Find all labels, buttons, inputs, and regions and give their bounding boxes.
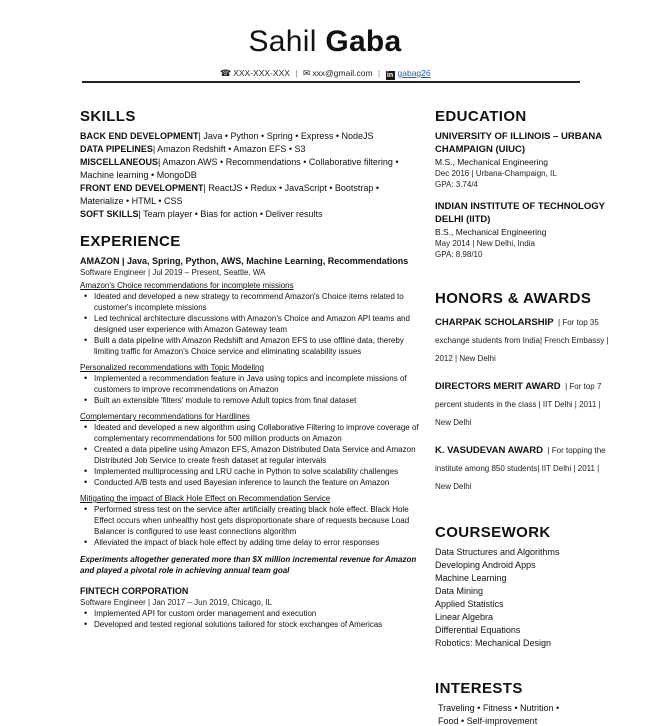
skills-heading: SKILLS — [80, 108, 136, 125]
degree: B.S., Mechanical Engineering — [435, 227, 547, 237]
bullet-item: • Alleviated the impact of black hole effect by adding time delay to error responses — [80, 537, 420, 548]
bullet-item: • Led technical architecture discussions with Amazon's Choice and Amazon API teams and designed user experience with Amazon Gateway team — [80, 313, 420, 335]
email-address: xxx@gmail.com — [312, 68, 373, 78]
skill-row — [80, 130, 420, 143]
project-bullets — [80, 291, 420, 357]
course-item: Developing Android Apps — [435, 560, 536, 570]
skill-text: | Team player • Bias for action • Deliver results — [138, 209, 323, 219]
skill-label: SOFT SKILLS — [80, 209, 139, 219]
skill-label: DATA PIPELINES — [80, 144, 153, 154]
coursework-heading: COURSEWORK — [435, 524, 551, 541]
project-bullets — [80, 422, 420, 488]
award-name: CHARPAK SCHOLARSHIP — [435, 317, 554, 328]
phone-icon: ☎ — [220, 68, 232, 78]
resume-header — [0, 24, 650, 60]
bullet-item: • Created a data pipeline using Amazon EFS, Amazon Distributed Data Service and Amazon Distributed Job Service to create fresh dataset at regular intervals — [80, 444, 420, 466]
linkedin-link[interactable]: gabag26 — [397, 68, 431, 78]
course-list — [435, 546, 615, 650]
course-item: Data Mining — [435, 586, 484, 596]
bullet-item: • Implemented multiprocessing and LRU cache in Python to solve scalability challenges — [80, 466, 420, 477]
course-item: Data Structures and Algorithms — [435, 547, 560, 557]
project-title: Complementary recommendations for Hardlines — [80, 412, 250, 421]
header-divider — [82, 81, 580, 83]
skill-row — [80, 208, 420, 221]
course-item: Applied Statistics — [435, 599, 504, 609]
course-item: Machine Learning — [435, 573, 507, 583]
bullet-item: • Built a data pipeline with Amazon Redshift and Amazon EFS to use offline data, thereby limiting traffic for Amazon's Choice service and eliminating scalability issues — [80, 335, 420, 357]
school-dates: May 2014 | New Delhi, India — [435, 239, 535, 248]
skill-label: FRONT END DEVELOPMENT — [80, 183, 204, 193]
linkedin-icon: in — [386, 72, 394, 79]
interests-heading: INTERESTS — [435, 680, 523, 697]
bullet-item: • Implemented a recommendation feature in Java using topics and incomplete missions of customers to improve recommendations on Amazon — [80, 373, 420, 395]
project-bullets — [80, 373, 420, 406]
honors-heading: HONORS & AWARDS — [435, 290, 592, 307]
award-entry — [435, 440, 615, 494]
project-bullets — [80, 504, 420, 548]
bullet-item: • Developed and tested regional solutions tailored for stock exchanges of Americas — [80, 619, 420, 630]
award-entry — [435, 376, 615, 430]
phone-number: XXX-XXX-XXX — [233, 68, 290, 78]
impact-statement: Experiments altogether generated more than $X million incremental revenue for Amazon and played a pivotal role in achieving annual team goal — [80, 555, 417, 575]
skill-row — [80, 143, 420, 156]
skill-label: MISCELLANEOUS — [80, 157, 159, 167]
job-header-amazon: AMAZON | Java, Spring, Python, AWS, Machine Learning, Recommendations — [80, 256, 409, 266]
separator: | — [377, 68, 381, 78]
right-column — [435, 108, 615, 726]
last-name: Gaba — [325, 25, 402, 58]
job-subtitle-fintech: Software Engineer | Jan 2017 – Jun 2019, Chicago, IL — [80, 598, 272, 607]
skill-text: | ReactJS • Redux • JavaScript • Bootstrap • Materialize • HTML • CSS — [80, 183, 380, 206]
education-heading: EDUCATION — [435, 108, 527, 125]
bullet-item: • Implemented API for custom order management and execution — [80, 608, 420, 619]
email-icon: ✉ — [302, 68, 311, 78]
job-header-fintech: FINTECH CORPORATION — [80, 586, 189, 596]
gpa: GPA: 8.98/10 — [435, 250, 483, 259]
school-name: INDIAN INSTITUTE OF TECHNOLOGY DELHI (IITD) — [435, 201, 605, 225]
candidate-name — [0, 24, 650, 60]
left-column — [80, 108, 420, 630]
skill-label: BACK END DEVELOPMENT — [80, 131, 199, 141]
bullet-item: • Conducted A/B tests and used Bayesian inference to launch the feature on Amazon — [80, 477, 420, 488]
gpa: GPA: 3.74/4 — [435, 180, 478, 189]
project-title: Personalized recommendations with Topic Modeling — [80, 363, 264, 372]
skill-row — [80, 182, 420, 208]
course-item: Differential Equations — [435, 625, 521, 635]
skill-row — [80, 156, 420, 182]
job-subtitle-amazon: Software Engineer | Jul 2019 – Present, Seattle, WA — [80, 268, 266, 277]
bullet-item: • Performed stress test on the service after artificially creating black hole effect. Black Hole Effect occurs when unhealthy host gets disproportionate share of requests because Load Balancer is configured to use least connections algorithm — [80, 504, 420, 537]
education-entry — [435, 130, 615, 190]
skill-text: | Amazon Redshift • Amazon EFS • S3 — [152, 144, 306, 154]
course-item: Robotics: Mechanical Design — [435, 638, 552, 648]
award-description: | For top 7 percent students in the class | IIT Delhi | 2011 | New Delhi — [435, 382, 602, 427]
first-name: Sahil — [248, 25, 317, 58]
award-description: | For top 35 exchange students from India| French Embassy | 2012 | New Delhi — [435, 318, 609, 363]
school-name: UNIVERSITY OF ILLINOIS – URBANA CHAMPAIGN (UIUC) — [435, 131, 602, 155]
degree: M.S., Mechanical Engineering — [435, 157, 548, 167]
interests-line: Traveling • Fitness • Nutrition • — [438, 703, 560, 713]
award-entry — [435, 312, 615, 366]
bullet-item: • Built an extensible 'filters' module to remove Adult topics from final dataset — [80, 395, 420, 406]
bullet-item: • Ideated and developed a new algorithm using Collaborative Filtering to improve coverage of complementary recommendations for 500 million products on Amazon — [80, 422, 420, 444]
course-item: Linear Algebra — [435, 612, 494, 622]
contact-line — [220, 68, 431, 80]
project-title: Amazon's Choice recommendations for incomplete missions — [80, 281, 294, 290]
separator: | — [295, 68, 298, 78]
skill-text: | Java • Python • Spring • Express • NodeJS — [198, 131, 374, 141]
bullet-item: • Ideated and developed a new strategy to recommend Amazon's Choice items related to customer's incomplete missions — [80, 291, 420, 313]
award-name: DIRECTORS MERIT AWARD — [435, 381, 561, 392]
project-title: Mitigating the impact of Black Hole Effect on Recommendation Service — [80, 494, 331, 503]
interests-line: Food • Self-improvement — [438, 716, 538, 726]
job-bullets — [80, 608, 420, 630]
school-dates: Dec 2016 | Urbana-Champaign, IL — [435, 169, 557, 178]
award-description: | For topping the institute among 850 students| IIT Delhi | 2011 | New Delhi — [435, 446, 606, 491]
skill-text: | Amazon AWS • Recommendations • Collaborative filtering • Machine learning • MongoDB — [80, 157, 399, 180]
award-name: K. VASUDEVAN AWARD — [435, 445, 544, 456]
education-entry — [435, 200, 615, 260]
experience-heading: EXPERIENCE — [80, 233, 181, 250]
skills-list — [80, 130, 420, 221]
